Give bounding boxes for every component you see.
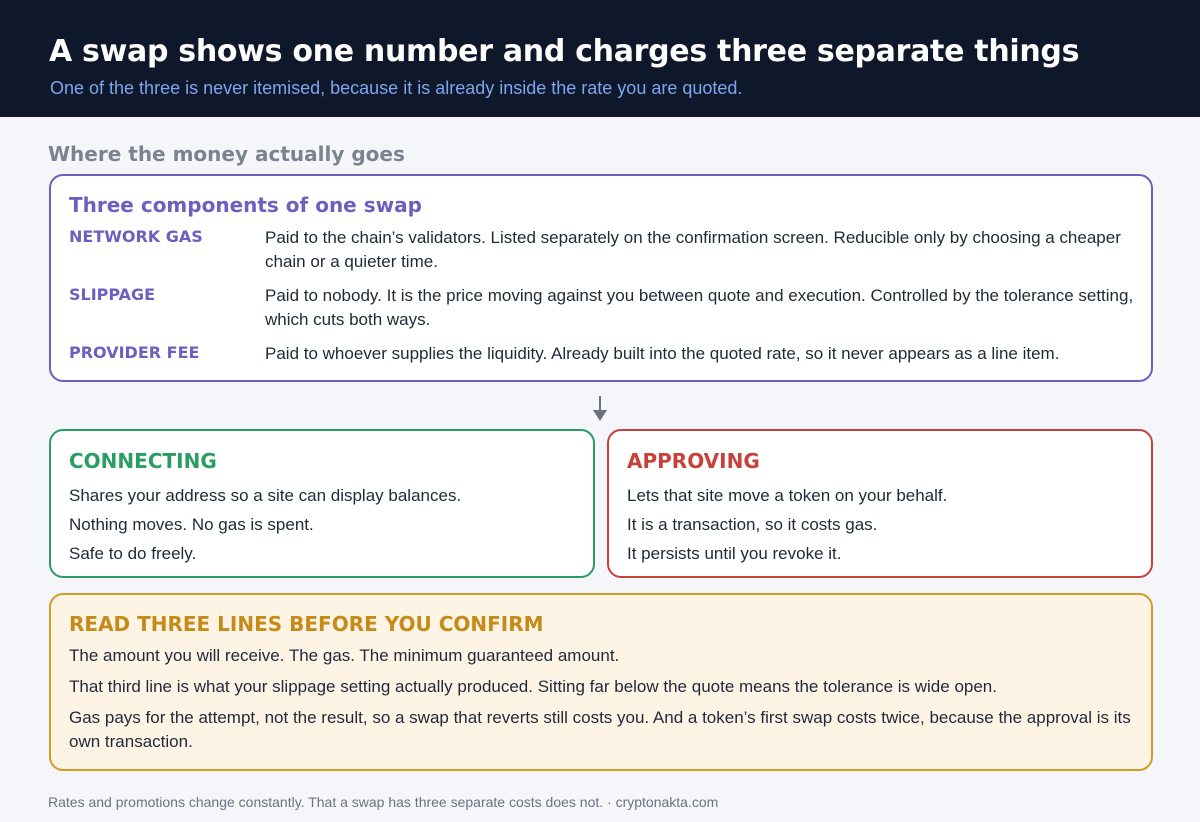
approving-lines [627,481,1137,568]
component-desc: Paid to whoever supplies the liquidity. Already built into the quoted rate, so it never appears as a line item. [265,344,1060,363]
component-desc: Paid to the chain’s validators. Listed separately on the confirmation screen. Reducible only by choosing a cheaper chain or a quieter time. [265,228,1121,271]
component-row-slippage [69,284,1139,332]
component-key: NETWORK GAS [69,227,203,246]
confirm-title: READ THREE LINES BEFORE YOU CONFIRM [69,612,544,636]
component-key: PROVIDER FEE [69,343,200,362]
approving-line: It is a transaction, so it costs gas. [627,515,878,534]
header-banner [0,0,1200,117]
components-title: Three components of one swap [69,193,422,217]
component-desc: Paid to nobody. It is the price moving against you between quote and execution. Controlled by the tolerance setting, which cuts both ways. [265,286,1134,329]
component-key: SLIPPAGE [69,285,156,304]
approving-line: It persists until you revoke it. [627,544,842,563]
confirm-box [49,593,1153,771]
page-subtitle: One of the three is never itemised, because it is already inside the rate you are quoted. [50,78,743,98]
connecting-line: Safe to do freely. [69,544,197,563]
approving-title: APPROVING [627,449,760,473]
confirm-line: Gas pays for the attempt, not the result, so a swap that reverts still costs you. And a token’s first swap costs twice, because the approval is its own transaction. [69,708,1131,751]
footer-note: Rates and promotions change constantly. That a swap has three separate costs does not. · cryptonakta.com [48,794,719,810]
confirm-line: The amount you will receive. The gas. The minimum guaranteed amount. [69,646,620,665]
arrow-down-icon [592,396,608,422]
approving-line: Lets that site move a token on your behalf. [627,486,948,505]
connecting-lines [69,481,579,568]
confirm-lines [69,644,1139,761]
components-box [49,174,1153,382]
connecting-line: Nothing moves. No gas is spent. [69,515,314,534]
confirm-line: That third line is what your slippage setting actually produced. Sitting far below the quote means the tolerance is wide open. [69,677,997,696]
component-row-provider-fee [69,342,1139,366]
component-row-network-gas [69,226,1139,274]
approving-box [607,429,1153,578]
page-title: A swap shows one number and charges three separate things [49,34,1080,69]
connecting-box [49,429,595,578]
connecting-title: CONNECTING [69,449,217,473]
section-label: Where the money actually goes [48,142,405,166]
connecting-line: Shares your address so a site can display balances. [69,486,462,505]
